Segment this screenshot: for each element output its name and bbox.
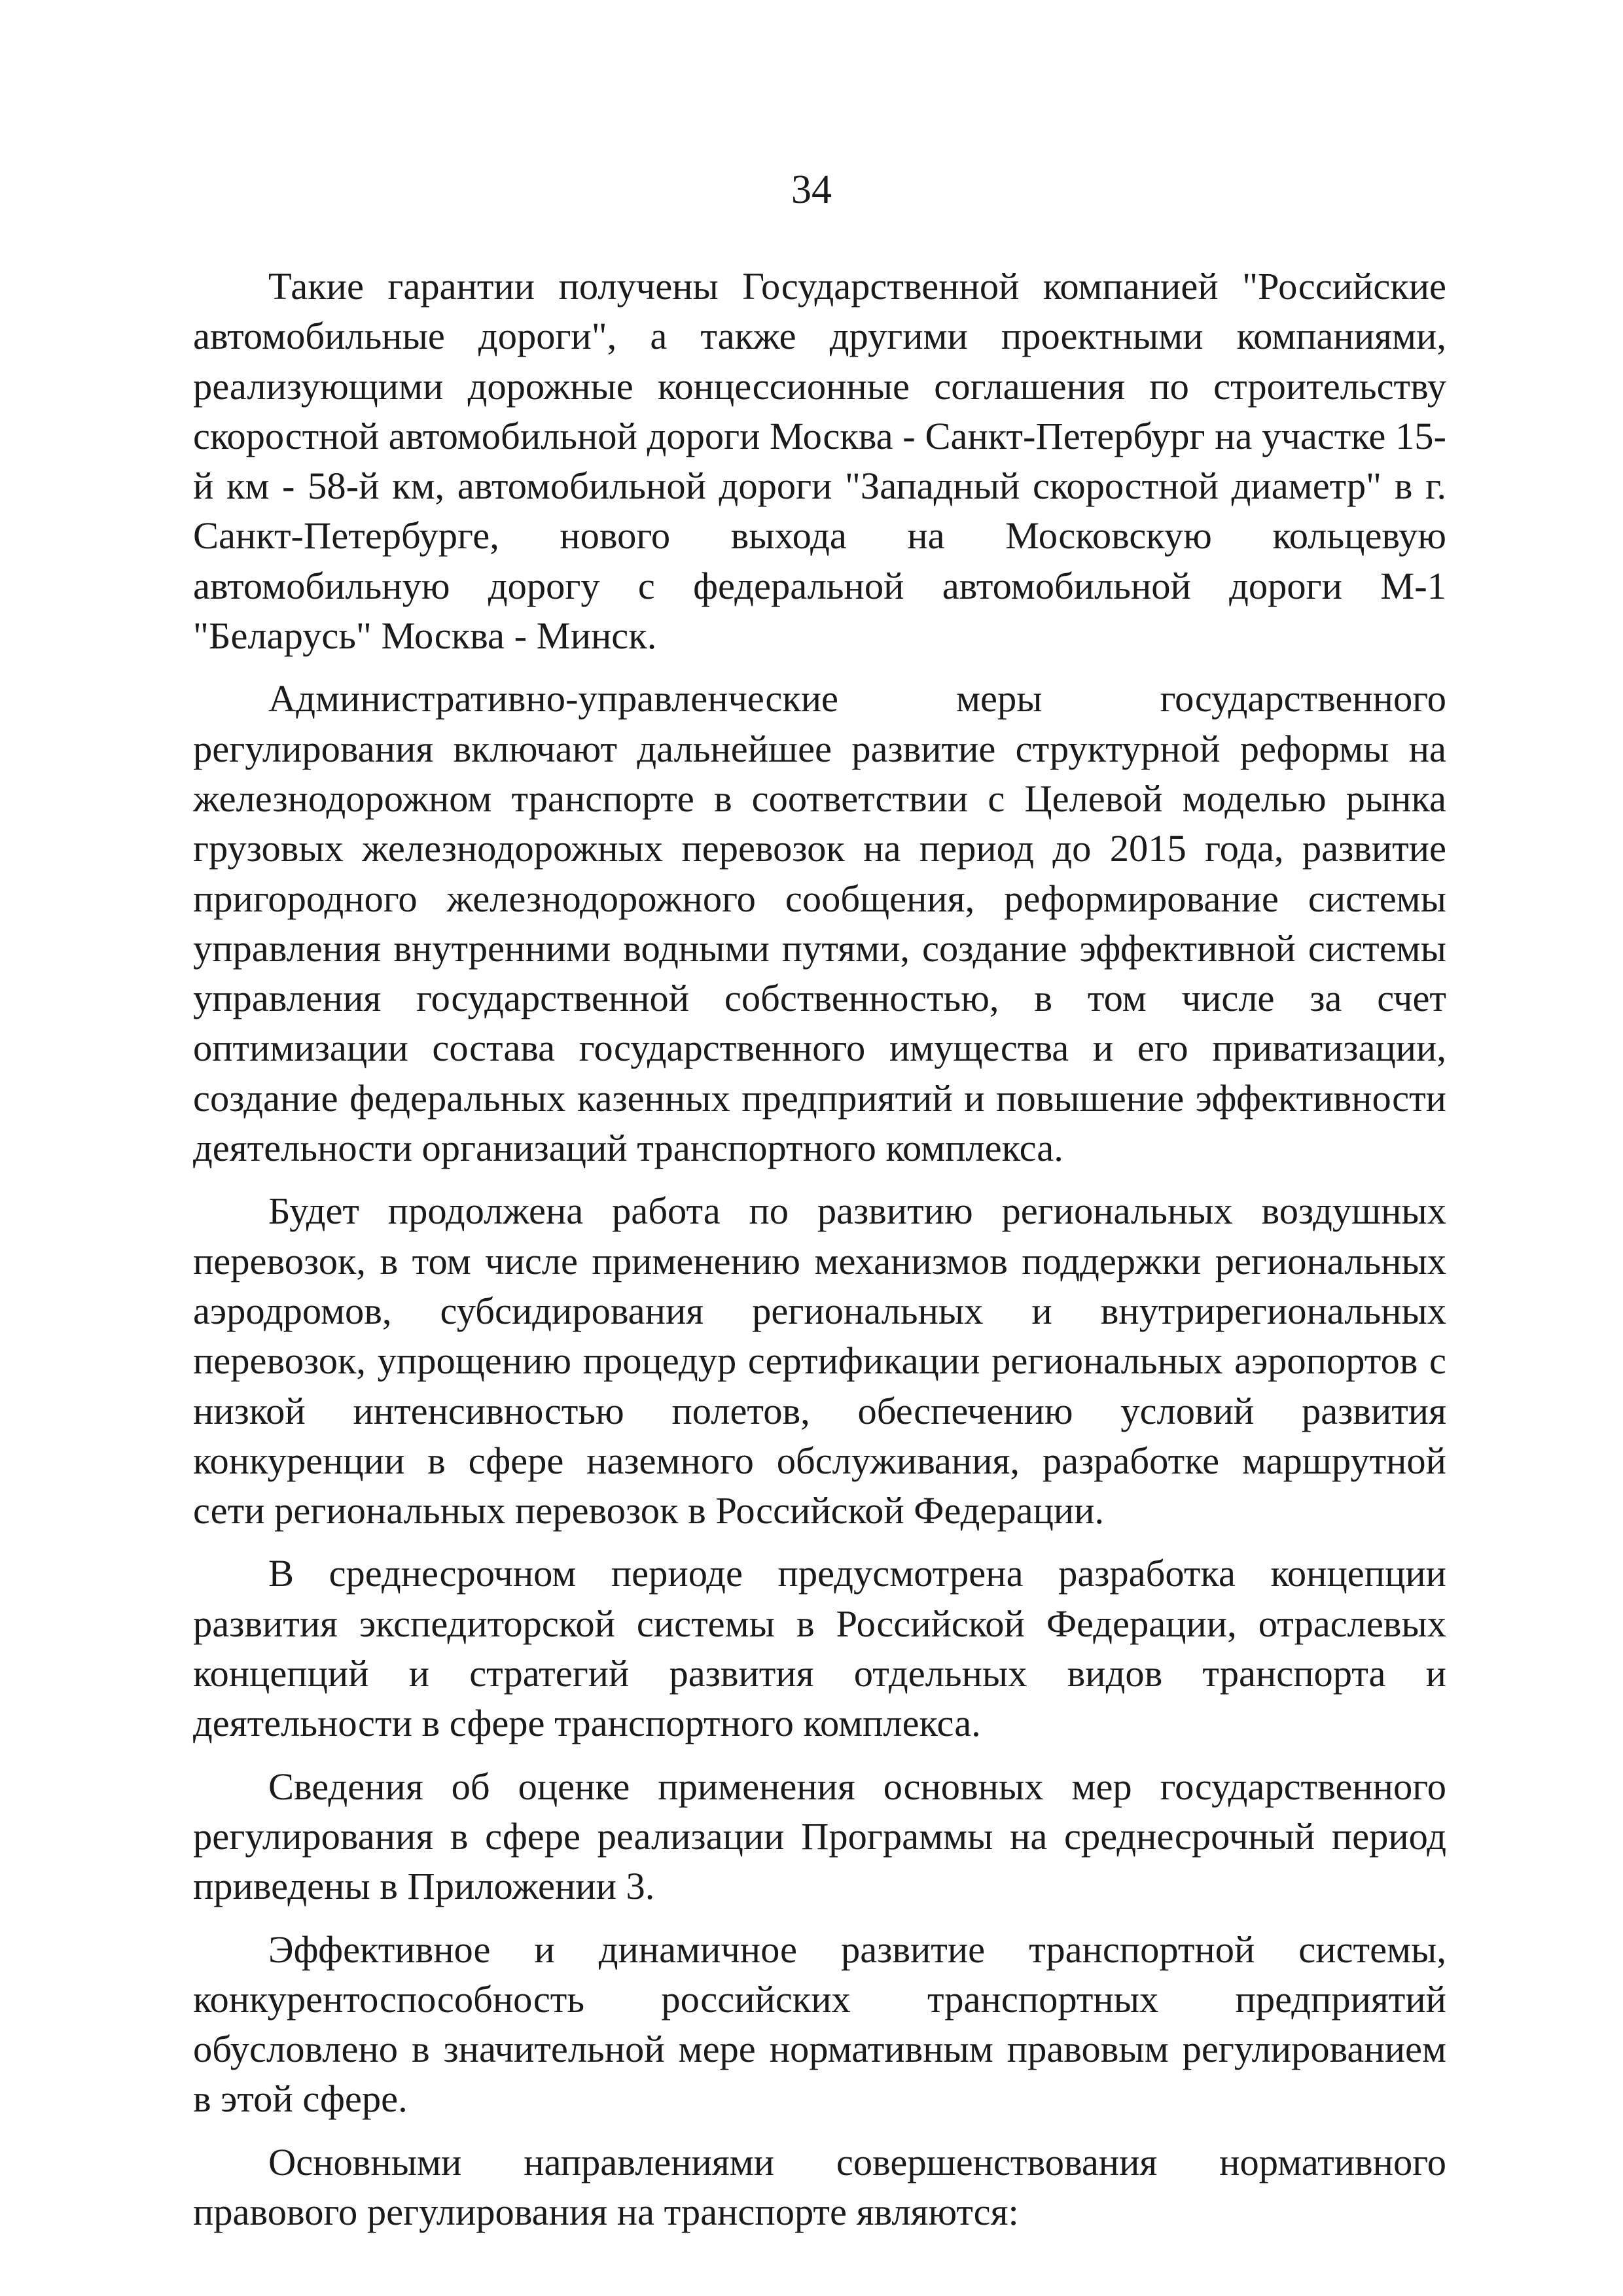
paragraph-administrative-measures: Административно-управленческие меры государственного регулирования включают дальнейшее развитие структурной реформы на железнодорожном транспорте в соответствии с Целевой моделью рынка грузовых железнодорожных перевозок на период до 2015 года, развитие пригородного железнодорожного сообщения, реформирование системы управления внутренними водными путями, создание эффективной системы управления государственной собственностью, в том числе за счет оптимизации состава государственного имущества и его приватизации, создание федеральных казенных предприятий и повышение эффективности деятельности организаций транспортного комплекса. — [193, 677, 1446, 1170]
paragraph-appendix-reference: Сведения об оценке применения основных мер государственного регулирования в сфере реализации Программы на среднесрочный период приведены в Приложении 3. — [193, 1765, 1446, 1908]
page-number: 34 — [791, 168, 832, 212]
paragraph-main-directions: Основными направлениями совершенствования нормативного правового регулирования на транспорте являются: — [193, 2140, 1446, 2233]
paragraph-guarantees: Такие гарантии получены Государственной компанией "Российские автомобильные дороги", а также другими проектными компаниями, реализующими дорожные концессионные соглашения по строительству скоростной автомобильной дороги Москва - Санкт-Петербург на участке 15-й км - 58-й км, автомобильной дороги "Западный скоростной диаметр" в г. Санкт-Петербурге, нового выхода на Московскую кольцевую автомобильную дорогу с федеральной автомобильной дороги М-1 "Беларусь" Москва - Минск. — [193, 265, 1446, 658]
paragraph-regulation-importance: Эффективное и динамичное развитие транспортной системы, конкурентоспособность российских транспортных предприятий обусловлено в значительной мере нормативным правовым регулированием в этой сфере. — [193, 1928, 1446, 2121]
body-text — [193, 262, 1446, 2250]
paragraph-medium-term-concepts: В среднесрочном периоде предусмотрена разработка концепции развития экспедиторской системы в Российской Федерации, отраслевых концепций и стратегий развития отдельных видов транспорта и деятельности в сфере транспортного комплекса. — [193, 1552, 1446, 1745]
paragraph-regional-air-transport: Будет продолжена работа по развитию региональных воздушных перевозок, в том числе применению механизмов поддержки региональных аэродромов, субсидирования региональных и внутрирегиональных перевозок, упрощению процедур сертификации региональных аэропортов с низкой интенсивностью полетов, обеспечению условий развития конкуренции в сфере наземного обслуживания, разработке маршрутной сети региональных перевозок в Российской Федерации. — [193, 1190, 1446, 1532]
